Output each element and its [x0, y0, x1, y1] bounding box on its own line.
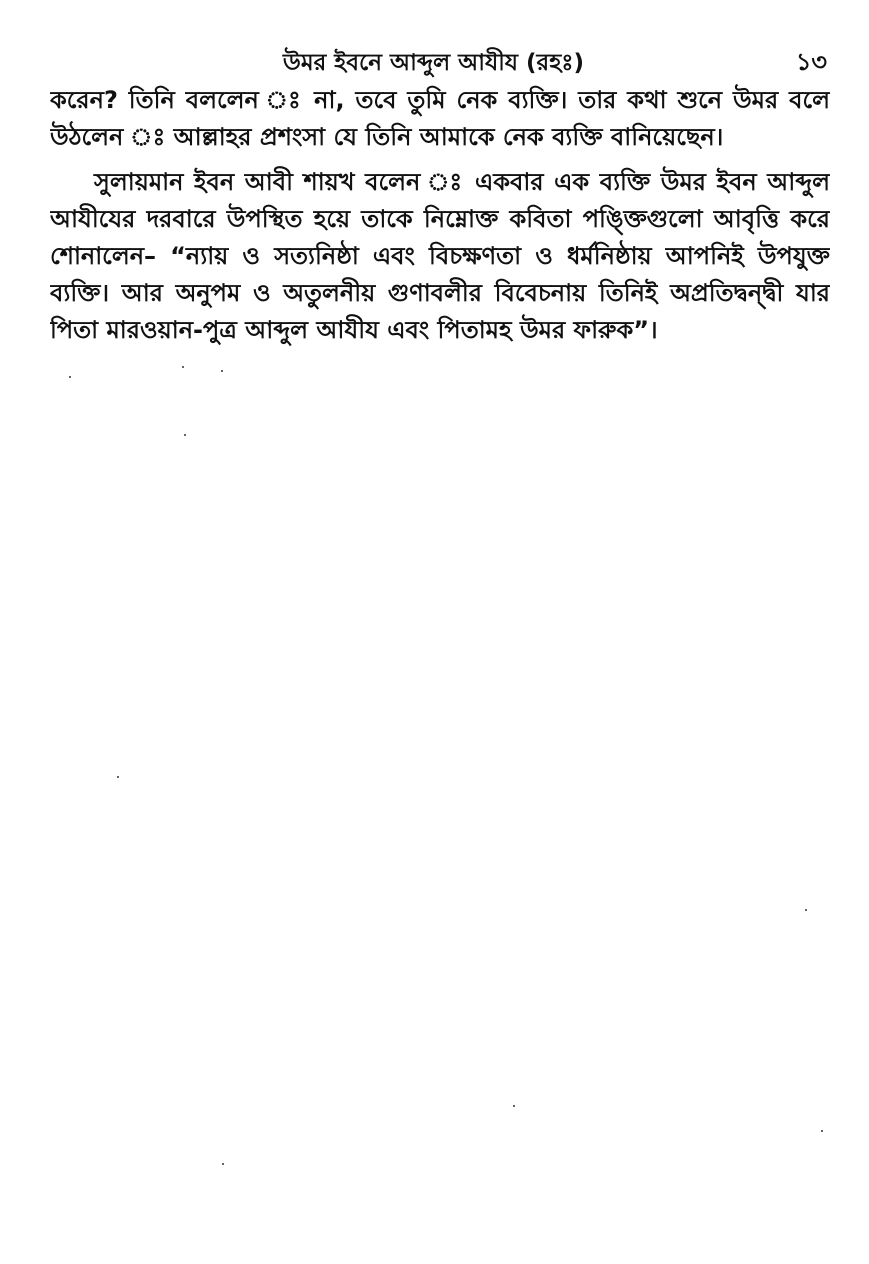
- paragraph-2: [50, 164, 830, 349]
- scan-speck: [221, 370, 223, 372]
- paragraph-line: করেন? তিনি বললেন ঃ না, তবে তুমি নেক ব্যক্তি। তার কথা শুনে উমর বলে: [50, 86, 830, 114]
- body-text: [50, 82, 830, 349]
- scan-speck: [222, 1163, 224, 1165]
- paragraph-line: পিতা মারওয়ান-পুত্র আব্দুল আযীয এবং পিতামহ উমর ফারুক”।: [50, 316, 658, 344]
- paragraph-line: ব্যক্তি। আর অনুপম ও অতুলনীয় গুণাবলীর বিবেচনায় তিনিই অপ্রতিদ্বন্দ্বী যার: [50, 279, 830, 307]
- page-header: [40, 40, 827, 80]
- paragraph-line: উঠলেন ঃ আল্লাহর প্রশংসা যে তিনি আমাকে নেক ব্যক্তি বানিয়েছেন।: [50, 123, 724, 151]
- paragraph-line: শোনালেন– “ন্যায় ও সত্যনিষ্ঠা এবং বিচক্ষণতা ও ধর্মনিষ্ঠায় আপনিই উপযুক্ত: [50, 242, 830, 270]
- paragraph-1: [50, 82, 830, 156]
- paragraph-gap: [50, 156, 830, 164]
- scan-speck: [117, 776, 119, 778]
- paragraph-line: আযীযের দরবারে উপস্থিত হয়ে তাকে নিম্নোক্ত কবিতা পঙ্ক্তিগুলো আবৃত্তি করে: [50, 205, 830, 233]
- scan-speck: [821, 1130, 823, 1132]
- scan-speck: [69, 376, 71, 378]
- running-title: উমর ইবনে আব্দুল আযীয (রহঃ): [282, 50, 585, 76]
- scan-speck: [513, 1105, 515, 1107]
- scan-speck: [182, 366, 184, 368]
- scan-speck: [184, 434, 186, 436]
- page-number: ১৩: [795, 48, 827, 76]
- paragraph-line: সুলায়মান ইবন আবী শায়খ বলেন ঃ একবার এক ব্যক্তি উমর ইবন আব্দুল: [94, 168, 830, 196]
- scan-speck: [805, 909, 807, 911]
